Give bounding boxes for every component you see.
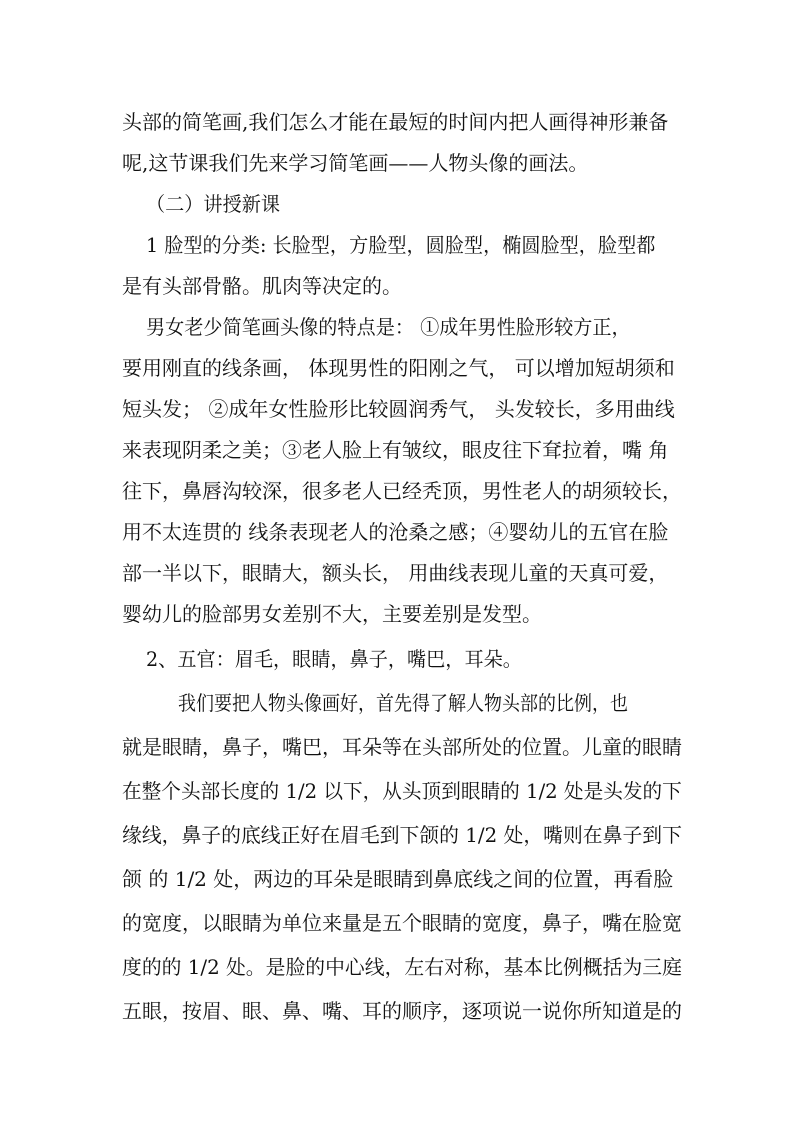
text-line: 缘线，鼻子的底线正好在眉毛到下颌的 1/2 处，嘴则在鼻子到下 xyxy=(122,823,682,847)
text-line: 呢,这节课我们先来学习简笔画——人物头像的画法。 xyxy=(122,151,589,175)
text-line: 1 脸型的分类: 长脸型，方脸型，圆脸型，椭圆脸型，脸型都 xyxy=(146,233,656,257)
text-line: 短头发； ②成年女性脸形比较圆润秀气， 头发较长，多用曲线 xyxy=(122,397,675,421)
text-line: 往下，鼻唇沟较深，很多老人已经秃顶，男性老人的胡须较长， xyxy=(122,479,682,503)
text-line: 我们要把人物头像画好，首先得了解人物头部的比例，也 xyxy=(178,691,628,715)
text-line: 男女老少简笔画头像的特点是： ①成年男性脸形较方正， xyxy=(146,315,631,339)
text-line: 就是眼睛，鼻子，嘴巴，耳朵等在头部所处的位置。儿童的眼睛 xyxy=(122,735,682,759)
text-line: 颌 的 1/2 处，两边的耳朵是眼睛到鼻底线之间的位置，再看脸 xyxy=(122,867,674,891)
text-line: 要用刚直的线条画， 体现男性的阳刚之气， 可以增加短胡须和 xyxy=(122,356,675,380)
text-line: 来表现阴柔之美；③老人脸上有皱纹，眼皮往下耷拉着，嘴 角 xyxy=(122,438,669,462)
text-line: 婴幼儿的脸部男女差别不大，主要差别是发型。 xyxy=(122,602,542,626)
section-heading: 2、五官：眉毛，眼睛，鼻子，嘴巴，耳朵。 xyxy=(146,647,522,671)
text-line: 用不太连贯的 线条表现老人的沧桑之感；④婴幼儿的五官在脸 xyxy=(122,520,669,544)
section-heading: （二）讲授新课 xyxy=(146,192,280,216)
text-line: 部一半以下，眼睛大，额头长， 用曲线表现儿童的天真可爱， xyxy=(122,561,669,585)
text-line: 的宽度，以眼睛为单位来量是五个眼睛的宽度，鼻子，嘴在脸宽 xyxy=(122,911,682,935)
text-line: 在整个头部长度的 1/2 以下，从头顶到眼睛的 1/2 处是头发的下 xyxy=(122,779,682,803)
text-line: 度的的 1/2 处。是脸的中心线，左右对称，基本比例概括为三庭 xyxy=(122,955,682,979)
text-line: 五眼，按眉、眼、鼻、嘴、耳的顺序，逐项说一说你所知道是的 xyxy=(122,999,682,1023)
text-line: 是有头部骨骼。肌肉等决定的。 xyxy=(122,274,402,298)
text-line: 头部的简笔画,我们怎么才能在最短的时间内把人画得神形兼备 xyxy=(122,110,669,134)
